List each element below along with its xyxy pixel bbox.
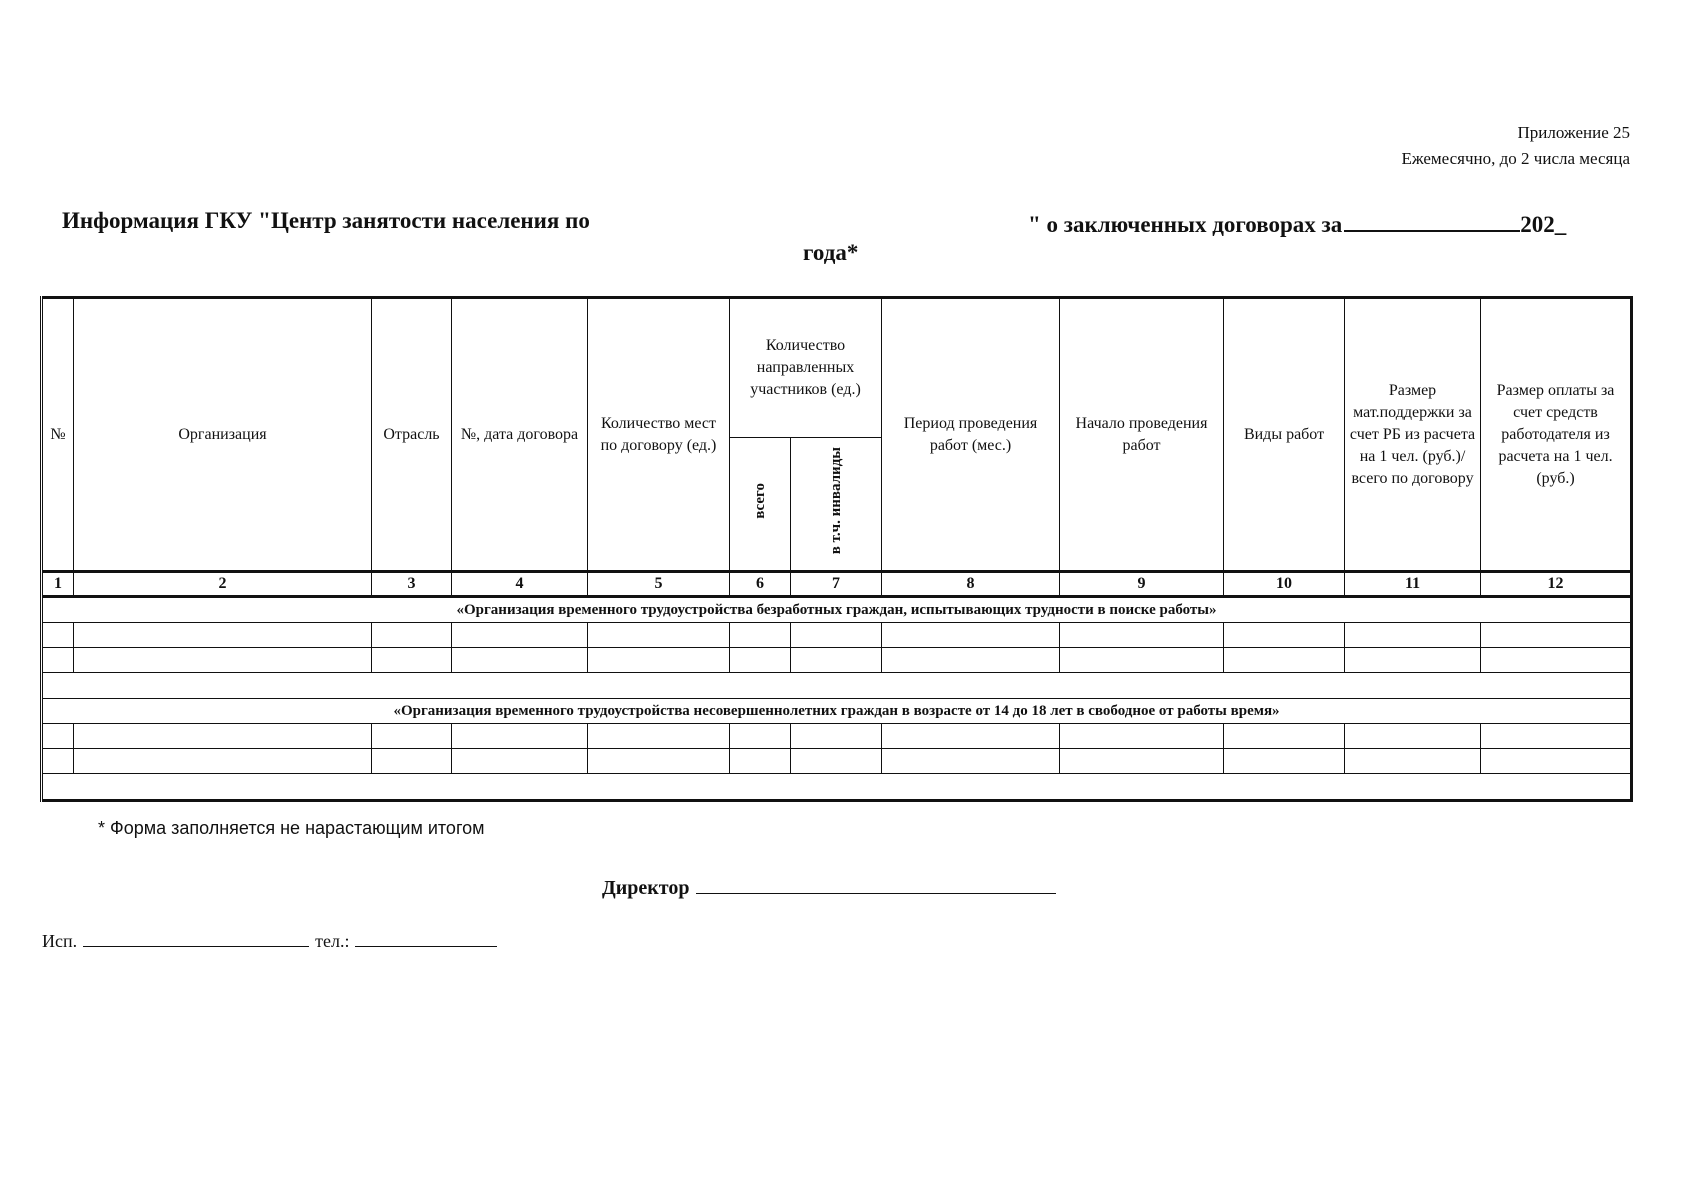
column-number: 3 (372, 572, 452, 597)
section-row-minors (42, 699, 1632, 724)
form-title-right-text: " о заключенных договорах за (1028, 212, 1343, 237)
column-number: 6 (730, 572, 791, 597)
column-number: 9 (1060, 572, 1224, 597)
period-blank (1344, 208, 1520, 232)
table-row (42, 724, 1632, 749)
table-cell[interactable] (42, 648, 74, 673)
phone-line (355, 928, 497, 947)
table-cell[interactable] (1060, 749, 1224, 774)
column-number: 5 (588, 572, 730, 597)
table-cell[interactable] (882, 623, 1060, 648)
header-row-1 (42, 298, 1632, 438)
spacer-cell (42, 673, 1632, 699)
table-row (42, 623, 1632, 648)
section-title-unemployed: «Организация временного трудоустройства безработных граждан, испытывающих трудности в поиске работы» (42, 597, 1632, 623)
table-cell[interactable] (1224, 623, 1345, 648)
header-total: всего (752, 482, 768, 519)
appendix-number: Приложение 25 (1517, 123, 1630, 142)
table-cell[interactable] (730, 648, 791, 673)
executor-label: Исп. (42, 931, 78, 951)
header-support: Размер мат.поддержки за счет РБ из расчета на 1 чел. (руб.)/всего по договору (1345, 298, 1481, 572)
column-number: 1 (42, 572, 74, 597)
table-cell[interactable] (372, 648, 452, 673)
contracts-table (40, 296, 1633, 802)
table-cell[interactable] (1224, 648, 1345, 673)
table-cell[interactable] (1060, 623, 1224, 648)
spacer-row (42, 774, 1632, 801)
section-title-minors: «Организация временного трудоустройства несовершеннолетних граждан в возрасте от 14 до 18 лет в свободное от работы время» (42, 699, 1632, 724)
header-participants: Количество направленных участников (ед.) (730, 298, 882, 438)
spacer-cell (42, 774, 1632, 801)
column-number: 10 (1224, 572, 1345, 597)
table-cell[interactable] (588, 623, 730, 648)
header-industry: Отрасль (372, 298, 452, 572)
header-disabled: в т.ч. инвалиды (828, 446, 844, 555)
table-cell[interactable] (1060, 724, 1224, 749)
table-cell[interactable] (1345, 623, 1481, 648)
table-cell[interactable] (882, 648, 1060, 673)
executor-block (42, 928, 497, 952)
table-row (42, 648, 1632, 673)
header-payment: Размер оплаты за счет средств работодателя из расчета на 1 чел. (руб.) (1481, 298, 1632, 572)
table-cell[interactable] (882, 749, 1060, 774)
table-cell[interactable] (74, 623, 372, 648)
director-signature-line (696, 873, 1056, 894)
table-cell[interactable] (1224, 749, 1345, 774)
table-cell[interactable] (1481, 724, 1632, 749)
table-cell[interactable] (791, 648, 882, 673)
table-cell[interactable] (1481, 749, 1632, 774)
header-disabled-cell (791, 438, 882, 572)
header-contract: №, дата договора (452, 298, 588, 572)
table-cell[interactable] (372, 623, 452, 648)
form-title-year-word: года* (803, 240, 859, 265)
table-cell[interactable] (372, 724, 452, 749)
form-title-year: 202_ (1520, 212, 1567, 237)
table-cell[interactable] (1345, 724, 1481, 749)
section-row-unemployed (42, 597, 1632, 623)
table-cell[interactable] (452, 724, 588, 749)
table-cell[interactable] (882, 724, 1060, 749)
header-start: Начало проведения работ (1060, 298, 1224, 572)
header-total-cell (730, 438, 791, 572)
director-signature-block (602, 873, 1056, 900)
table-cell[interactable] (74, 724, 372, 749)
table-cell[interactable] (588, 724, 730, 749)
column-number: 7 (791, 572, 882, 597)
table-cell[interactable] (1481, 648, 1632, 673)
header-work-types: Виды работ (1224, 298, 1345, 572)
table-cell[interactable] (42, 623, 74, 648)
spacer-row (42, 673, 1632, 699)
column-number: 4 (452, 572, 588, 597)
table-cell[interactable] (74, 648, 372, 673)
submission-frequency: Ежемесячно, до 2 числа месяца (1401, 149, 1630, 168)
footnote: * Форма заполняется не нарастающим итогом (98, 818, 485, 838)
table-cell[interactable] (452, 648, 588, 673)
table-cell[interactable] (372, 749, 452, 774)
table-cell[interactable] (791, 749, 882, 774)
table-cell[interactable] (1345, 749, 1481, 774)
column-number: 12 (1481, 572, 1632, 597)
table-cell[interactable] (1345, 648, 1481, 673)
phone-label: тел.: (315, 931, 350, 951)
table-cell[interactable] (791, 623, 882, 648)
table-cell[interactable] (588, 648, 730, 673)
column-numbers-row (42, 572, 1632, 597)
table-cell[interactable] (42, 749, 74, 774)
table-cell[interactable] (452, 749, 588, 774)
column-number: 2 (74, 572, 372, 597)
form-title-left: Информация ГКУ "Центр занятости населения по (62, 208, 590, 233)
header-block (1401, 120, 1630, 172)
table-cell[interactable] (1060, 648, 1224, 673)
table-cell[interactable] (1224, 724, 1345, 749)
table-cell[interactable] (42, 724, 74, 749)
table-cell[interactable] (730, 724, 791, 749)
form-title-right (1028, 208, 1566, 238)
column-number: 8 (882, 572, 1060, 597)
header-period: Период проведения работ (мес.) (882, 298, 1060, 572)
column-number: 11 (1345, 572, 1481, 597)
table-cell[interactable] (74, 749, 372, 774)
table-cell[interactable] (1481, 623, 1632, 648)
header-num: № (42, 298, 74, 572)
director-label: Директор (602, 877, 690, 899)
table-cell[interactable] (791, 724, 882, 749)
table-cell[interactable] (730, 749, 791, 774)
executor-name-line (83, 928, 309, 947)
table-cell[interactable] (588, 749, 730, 774)
table-cell[interactable] (452, 623, 588, 648)
table-cell[interactable] (730, 623, 791, 648)
table-row (42, 749, 1632, 774)
header-organization: Организация (74, 298, 372, 572)
header-places: Количество мест по договору (ед.) (588, 298, 730, 572)
